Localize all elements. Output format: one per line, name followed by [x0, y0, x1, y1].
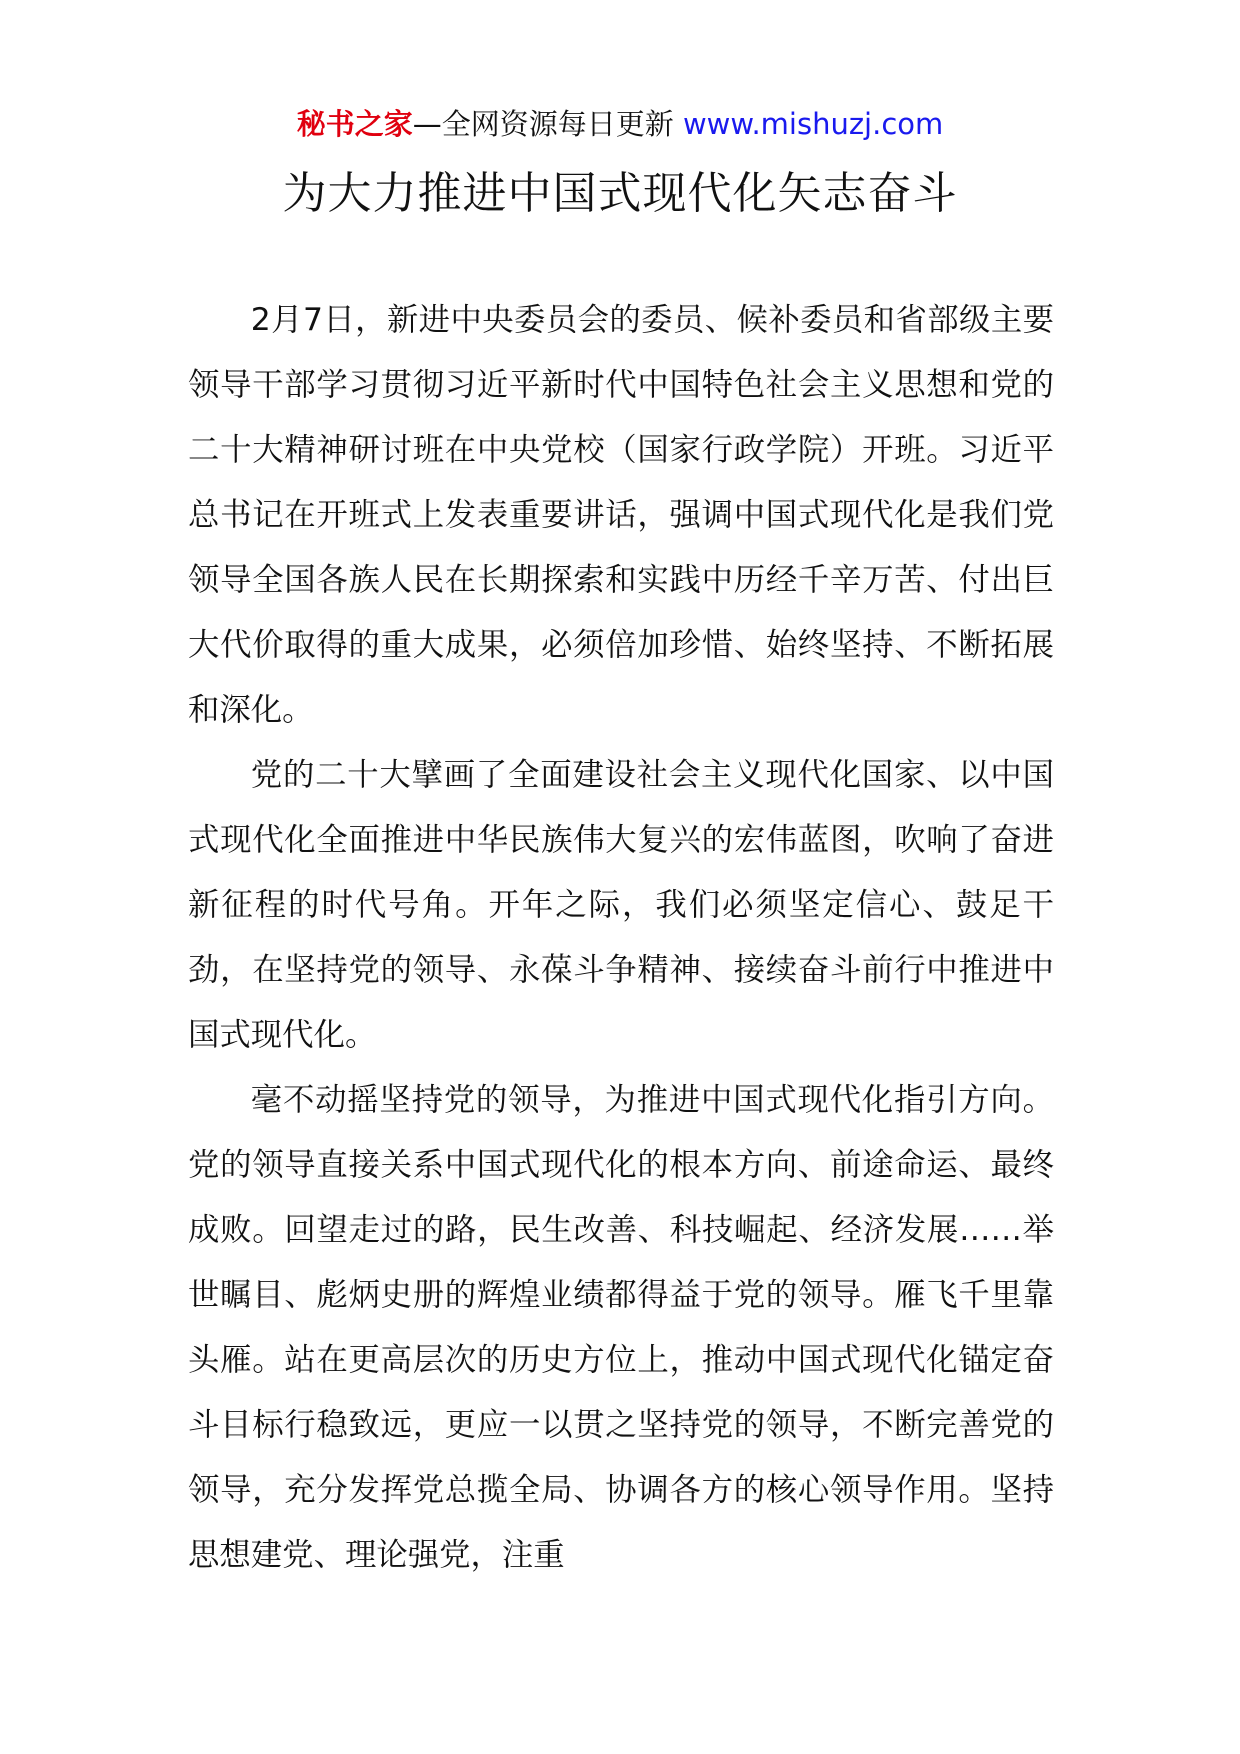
document-title: 为大力推进中国式现代化矢志奋斗	[282, 168, 958, 219]
paragraph-2: 党的二十大擘画了全面建设社会主义现代化国家、以中国式现代化全面推进中华民族伟大复兴的宏伟蓝图，吹响了奋进新征程的时代号角。开年之际，我们必须坚定信心、鼓足干劲，在坚持党的领导、永葆斗争精神、接续奋斗前行中推进中国式现代化。	[188, 757, 1054, 1053]
brand-name: 秘书之家	[296, 107, 413, 141]
site-url-link[interactable]: www.mishuzj.com	[682, 107, 944, 141]
header-tagline: —全网资源每日更新	[412, 107, 683, 141]
site-header	[0, 100, 1240, 148]
paragraph-3: 毫不动摇坚持党的领导，为推进中国式现代化指引方向。党的领导直接关系中国式现代化的根本方向、前途命运、最终成败。回望走过的路，民生改善、科技崛起、经济发展……举世瞩目、彪炳史册的辉煌业绩都得益于党的领导。雁飞千里靠头雁。站在更高层次的历史方位上，推动中国式现代化锚定奋斗目标行稳致远，更应一以贯之坚持党的领导，不断完善党的领导，充分发挥党总揽全局、协调各方的核心领导作用。坚持思想建党、理论强党，注重	[188, 1082, 1054, 1573]
paragraph-1: 2月7日，新进中央委员会的委员、候补委员和省部级主要领导干部学习贯彻习近平新时代中国特色社会主义思想和党的二十大精神研讨班在中央党校（国家行政学院）开班。习近平总书记在开班式上发表重要讲话，强调中国式现代化是我们党领导全国各族人民在长期探索和实践中历经千辛万苦、付出巨大代价取得的重大成果，必须倍加珍惜、始终坚持、不断拓展和深化。	[188, 302, 1054, 728]
document-body	[188, 288, 1054, 1588]
